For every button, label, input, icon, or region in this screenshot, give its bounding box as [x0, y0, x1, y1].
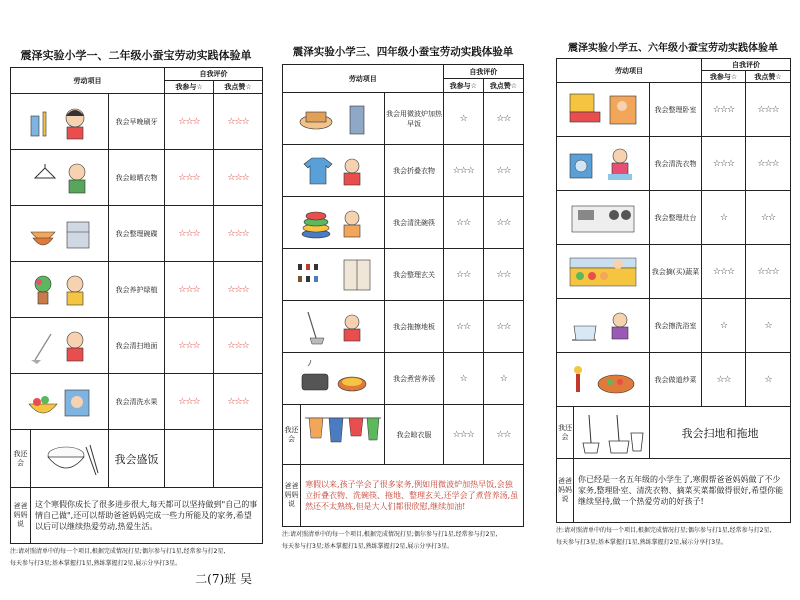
- like-stars: ☆☆☆: [746, 137, 791, 191]
- participate-stars: ☆: [443, 353, 483, 405]
- washing-clothes-illustration: [557, 144, 649, 184]
- extra-side-label: 我还会: [557, 407, 574, 459]
- table-row: [557, 353, 791, 407]
- worksheet-grade-5-6: [556, 40, 790, 545]
- soup-pot-illustration: [283, 360, 384, 398]
- table-row: [283, 249, 524, 301]
- parent-side-label: 爸爸妈妈说: [283, 465, 301, 527]
- worksheet-grade-1-2: [10, 45, 262, 586]
- table-row: [11, 430, 263, 488]
- task-label: 我会做道炒菜: [650, 353, 702, 407]
- like-stars: ☆☆☆: [214, 94, 263, 150]
- participate-stars: ☆☆☆: [702, 83, 746, 137]
- task-label: 我会晾晒衣物: [109, 150, 165, 206]
- like-stars: ☆☆☆: [214, 206, 263, 262]
- header-item: 劳动项目: [11, 68, 165, 94]
- broom-illustration: [11, 326, 108, 366]
- participate-stars: ☆☆☆: [165, 94, 214, 150]
- table-row: [557, 137, 791, 191]
- table-row: [283, 93, 524, 145]
- table-row: [11, 150, 263, 206]
- like-stars: ☆☆: [483, 405, 523, 465]
- table-row: [283, 197, 524, 249]
- parent-side-label: 爸爸妈妈说: [11, 488, 31, 544]
- table-row: [283, 465, 524, 527]
- parent-comment: 这个寒假你成长了很多进步很大,每天都可以坚持做到"自己的事情自己做",还可以帮助爸爸妈妈完成一些力所能及的家务,希望以后可以继续热爱劳动,热爱生活。: [31, 488, 263, 544]
- like-stars: ☆: [746, 353, 791, 407]
- extra-task-label: 我会晾衣服: [385, 405, 443, 465]
- extra-side-label: 我还会: [11, 430, 31, 488]
- market-illustration: [557, 252, 649, 292]
- header-participate: 我参与☆: [443, 79, 483, 93]
- table-row: [557, 407, 791, 459]
- task-label: 我会清扫地面: [109, 318, 165, 374]
- table-row: [557, 299, 791, 353]
- participate-stars: ☆☆: [443, 301, 483, 353]
- header-like: 我点赞☆: [746, 71, 791, 83]
- participate-stars: ☆☆: [702, 353, 746, 407]
- table-row: [11, 374, 263, 430]
- task-label: 我会清洗水果: [109, 374, 165, 430]
- like-stars: ☆: [746, 299, 791, 353]
- like-stars: ☆☆: [483, 249, 523, 301]
- participate-stars: ☆☆☆: [702, 245, 746, 299]
- table-row: [283, 405, 524, 465]
- task-label: 我会整理灶台: [650, 191, 702, 245]
- rice-bowl-illustration: [31, 439, 108, 479]
- task-table: [556, 58, 791, 523]
- table-row: [11, 262, 263, 318]
- like-stars: ☆☆☆: [746, 83, 791, 137]
- participate-stars: ☆☆☆: [165, 206, 214, 262]
- table-row: [11, 318, 263, 374]
- task-table: [10, 67, 263, 544]
- header-eval: 自我评价: [702, 59, 791, 71]
- scoring-note: 每天参与打3星;基本掌握打1星,熟练掌握打2星,展示分享打3星。: [10, 560, 182, 567]
- task-label: 我会用微波炉加热早饭: [385, 93, 443, 145]
- signature: 二(7)班 吴: [195, 572, 252, 586]
- hanger-illustration: [11, 158, 108, 198]
- header-participate: 我参与☆: [702, 71, 746, 83]
- header-eval: 自我评价: [443, 65, 523, 79]
- task-label: 我会整理卧室: [650, 83, 702, 137]
- table-row: [11, 206, 263, 262]
- like-stars: ☆☆☆: [214, 262, 263, 318]
- like-stars: ☆☆: [483, 93, 523, 145]
- fruit-illustration: [11, 382, 108, 422]
- stove-illustration: [557, 198, 649, 238]
- scoring-note: 注:请对照清单中的每一个项目,根据完成情况打星;偶尔参与打1星,经常参与打2星,: [10, 548, 226, 555]
- header-item: 劳动项目: [283, 65, 444, 93]
- scoring-note: 每天参与打3星;基本掌握打1星,熟练掌握打2星,展示分享打3星。: [282, 543, 454, 550]
- bedroom-illustration: [557, 90, 649, 130]
- participate-stars: ☆☆: [443, 197, 483, 249]
- table-row: [557, 191, 791, 245]
- cooking-illustration: [557, 360, 649, 400]
- table-row: [11, 488, 263, 544]
- task-table: [282, 64, 524, 527]
- task-label: 我会整理玄关: [385, 249, 443, 301]
- scoring-note: 每天参与打3星;基本掌握打1星,熟练掌握打2星,展示分享打3星。: [556, 539, 728, 546]
- table-row: [557, 245, 791, 299]
- like-stars: ☆☆: [746, 191, 791, 245]
- like-stars: [214, 430, 263, 488]
- extra-task-label: 我会盛饭: [109, 430, 165, 488]
- task-label: 我会煮营养汤: [385, 353, 443, 405]
- like-stars: ☆☆☆: [214, 150, 263, 206]
- table-row: [283, 301, 524, 353]
- plant-illustration: [11, 270, 108, 310]
- table-row: [283, 145, 524, 197]
- like-stars: ☆☆: [483, 197, 523, 249]
- task-label: 我会早晚刷牙: [109, 94, 165, 150]
- task-label: 我会摘(买)蔬菜: [650, 245, 702, 299]
- parent-comment: 寒假以来,孩子学会了很多家务,例如用微波炉加热早饭,会独立折叠衣物、洗碗筷、拖地、整理玄关,还学会了煮营养汤,虽然还不太熟练,但是大人们都很欣慰,继续加油!: [301, 465, 524, 527]
- header-like: 我点赞☆: [483, 79, 523, 93]
- scoring-note: 注:请对照清单中的每一个项目,根据完成情况打星;偶尔参与打1星,经常参与打2星,: [556, 527, 772, 534]
- toothbrush-illustration: [11, 102, 108, 142]
- laundry-line-illustration: [301, 412, 384, 458]
- like-stars: ☆☆☆: [214, 318, 263, 374]
- participate-stars: ☆☆☆: [165, 374, 214, 430]
- table-row: [557, 459, 791, 523]
- task-label: 我会清洗衣物: [650, 137, 702, 191]
- sheet-title: 震泽实验小学三、四年级小蚕宝劳动实践体验单: [292, 46, 514, 58]
- like-stars: ☆☆☆: [746, 245, 791, 299]
- participate-stars: ☆: [702, 191, 746, 245]
- mop-illustration: [283, 308, 384, 346]
- sheet-title: 震泽实验小学五、六年级小蚕宝劳动实践体验单: [568, 43, 778, 54]
- participate-stars: ☆☆☆: [165, 150, 214, 206]
- worksheet-grade-3-4: [282, 40, 524, 560]
- dishes-illustration: [283, 204, 384, 242]
- table-row: [557, 83, 791, 137]
- table-row: [11, 94, 263, 150]
- participate-stars: [165, 430, 214, 488]
- participate-stars: ☆: [443, 93, 483, 145]
- bowls-illustration: [11, 214, 108, 254]
- participate-stars: ☆☆☆: [443, 405, 483, 465]
- sheet-title: 震泽实验小学一、二年级小蚕宝劳动实践体验单: [20, 49, 252, 62]
- extra-task-label: 我会扫地和拖地: [650, 407, 791, 459]
- participate-stars: ☆☆☆: [165, 262, 214, 318]
- header-like: 我点赞☆: [214, 81, 263, 94]
- header-eval: 自我评价: [165, 68, 263, 81]
- task-label: 我会清洗碗筷: [385, 197, 443, 249]
- like-stars: ☆☆☆: [214, 374, 263, 430]
- participate-stars: ☆☆: [443, 249, 483, 301]
- like-stars: ☆☆: [483, 145, 523, 197]
- parent-comment: 你已经是一名五年级的小学生了,寒假帮爸爸妈妈做了不少家务,整理卧室、清洗衣物、摘菜买菜都做得很好,希望你能继续坚持,做一个热爱劳动的好孩子!: [574, 459, 791, 523]
- folding-clothes-illustration: [283, 152, 384, 190]
- shoes-rack-illustration: [283, 256, 384, 294]
- like-stars: ☆☆: [483, 301, 523, 353]
- task-label: 我会养护绿植: [109, 262, 165, 318]
- participate-stars: ☆☆☆: [702, 137, 746, 191]
- header-item: 劳动项目: [557, 59, 702, 83]
- extra-side-label: 我还会: [283, 405, 301, 465]
- participate-stars: ☆☆☆: [165, 318, 214, 374]
- breakfast-illustration: [283, 100, 384, 138]
- header-participate: 我参与☆: [165, 81, 214, 94]
- participate-stars: ☆: [702, 299, 746, 353]
- task-label: 我会折叠衣物: [385, 145, 443, 197]
- cleaning-tools-illustration: [574, 411, 649, 455]
- parent-side-label: 爸爸妈妈说: [557, 459, 574, 523]
- task-label: 我会拖擦地板: [385, 301, 443, 353]
- bathroom-illustration: [557, 306, 649, 346]
- table-row: [283, 353, 524, 405]
- task-label: 我会擦洗浴室: [650, 299, 702, 353]
- task-label: 我会整理碗碟: [109, 206, 165, 262]
- participate-stars: ☆☆☆: [443, 145, 483, 197]
- like-stars: ☆: [483, 353, 523, 405]
- scoring-note: 注:请对照清单中的每一个项目,根据完成情况打星;偶尔参与打1星,经常参与打2星,: [282, 531, 498, 538]
